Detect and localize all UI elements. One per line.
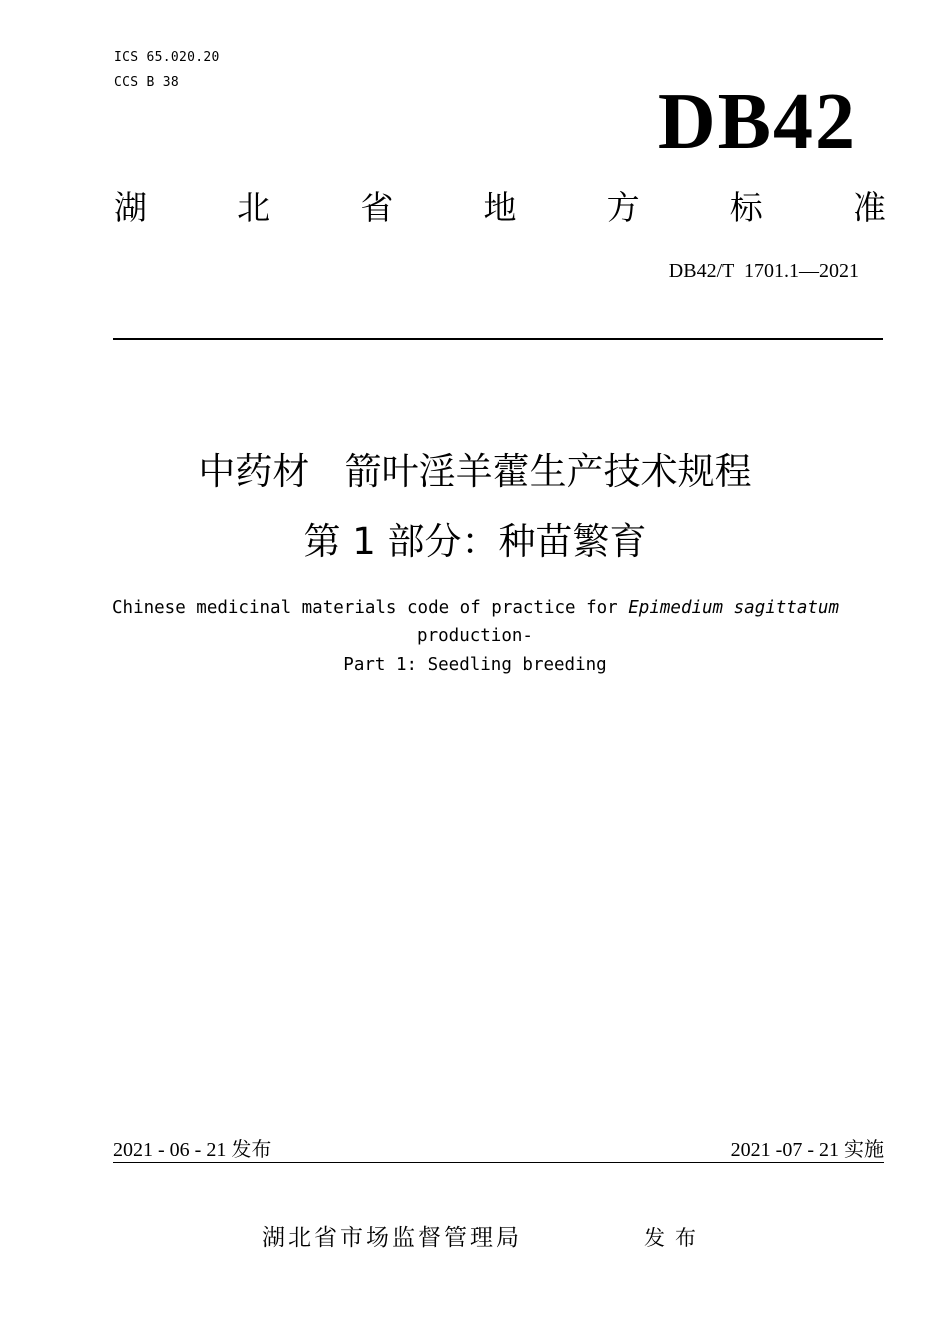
footer-divider <box>113 1162 884 1163</box>
effective-date: 2021 -07 - 21 实施 <box>730 1139 884 1161</box>
ccs-code: CCS B 38 <box>114 75 180 90</box>
title-english-line1 <box>112 596 884 620</box>
standard-mark: DB42 <box>657 78 857 166</box>
issue-label: 发布 <box>644 1226 706 1250</box>
title-chinese-line1: 中药材 箭叶淫羊藿生产技术规程 <box>198 450 752 493</box>
title-english-line2: production- <box>417 626 533 646</box>
standard-type-char: 准 <box>852 188 886 227</box>
standard-type-char: 省 <box>360 188 394 227</box>
standard-type-char: 方 <box>606 188 640 227</box>
title-english-prefix: Chinese medicinal materials code of practice for <box>112 598 629 618</box>
publish-date: 2021 - 06 - 21 发布 <box>113 1139 272 1161</box>
standard-type-char: 湖 <box>114 188 147 227</box>
standard-type-char: 标 <box>729 188 763 227</box>
title-english-species: Epimedium sagittatum <box>628 598 839 618</box>
standard-type-char: 北 <box>237 188 271 227</box>
standard-type <box>114 186 886 230</box>
standard-code: DB42/T 1701.1—2021 <box>668 260 859 282</box>
ics-code: ICS 65.020.20 <box>114 50 220 65</box>
title-english-line3: Part 1: Seedling breeding <box>343 655 607 675</box>
standard-type-char: 地 <box>483 188 517 227</box>
header-divider <box>113 338 883 340</box>
title-chinese-line2: 第 1 部分：种苗繁育 <box>303 520 647 563</box>
issuing-authority: 湖北省市场监督管理局 <box>262 1225 522 1251</box>
